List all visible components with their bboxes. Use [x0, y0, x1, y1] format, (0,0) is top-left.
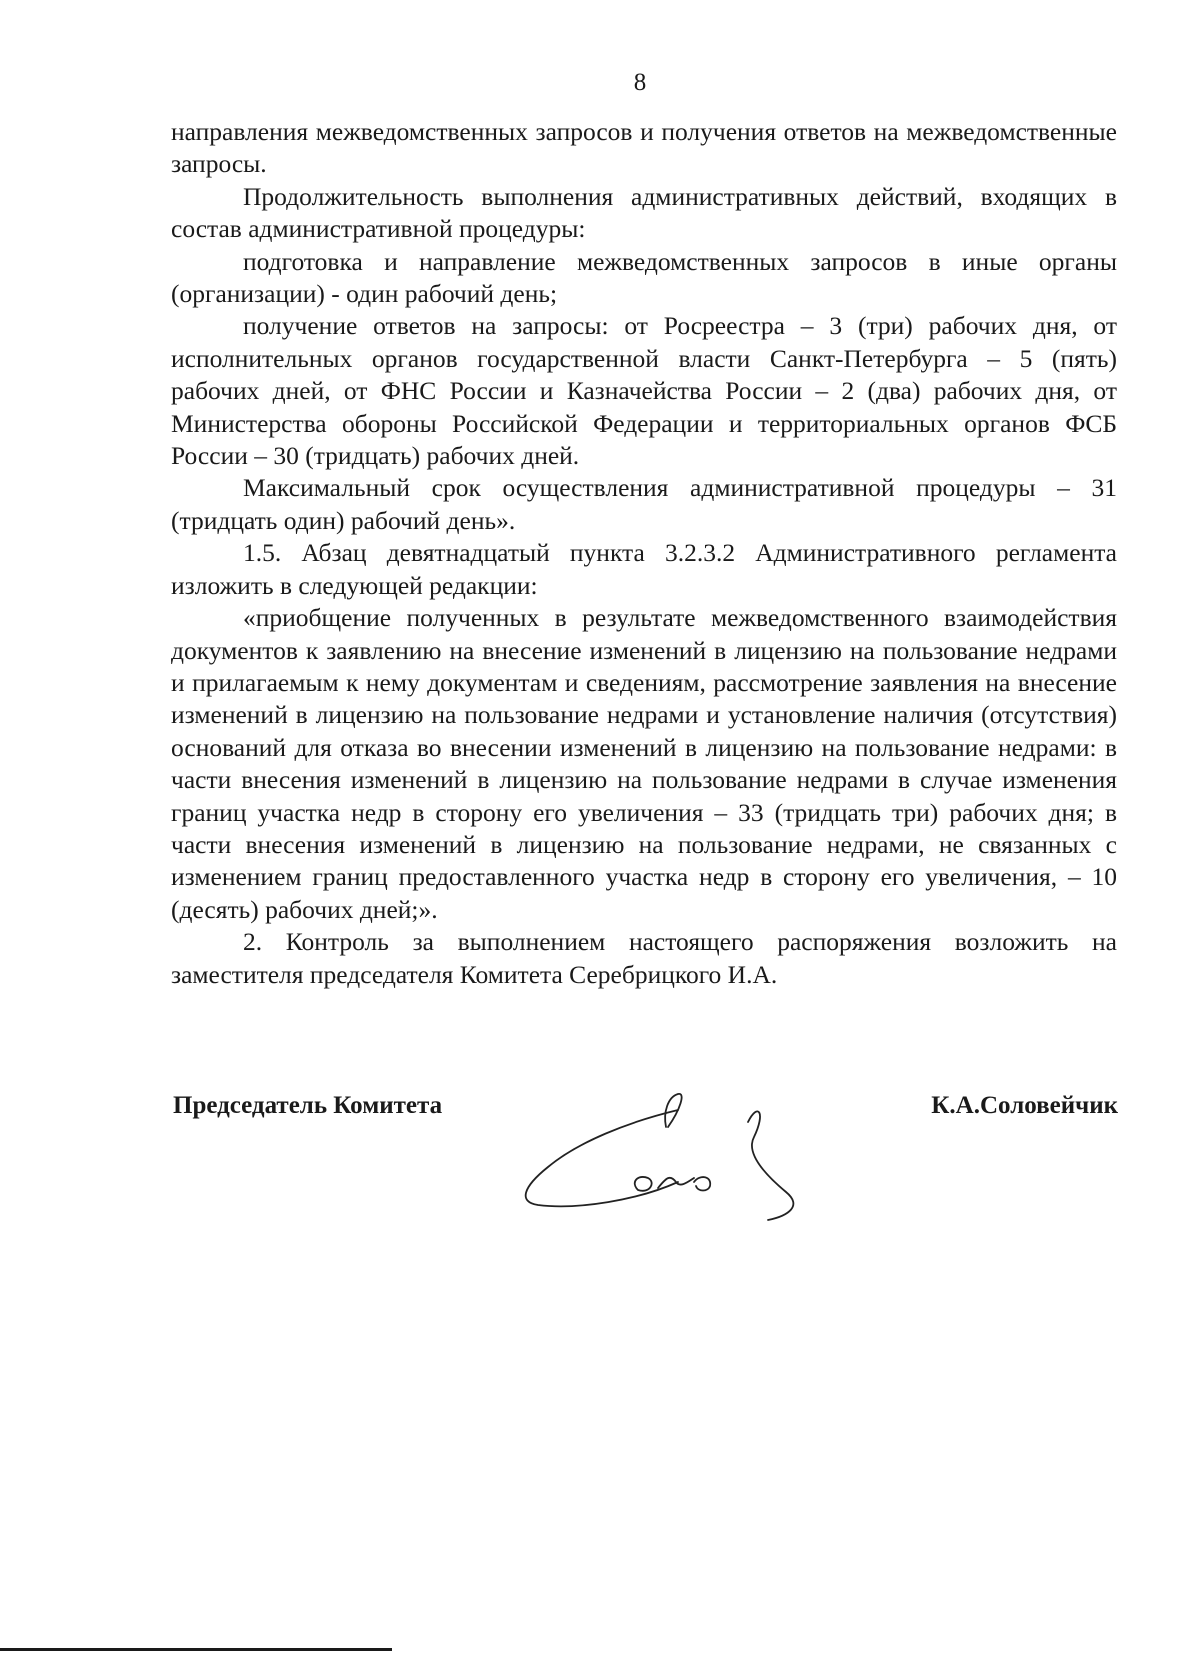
handwritten-signature	[518, 1082, 848, 1222]
page-number: 8	[633, 69, 647, 96]
document-body	[171, 116, 1117, 991]
paragraph-new-wording: «приобщение полученных в результате межведомственного взаимодействия документов к заявлению на внесение изменений в лицензию на пользование недрами и прилагаемым к нему документам и сведениям, рассмотрение заявления на внесение изменений в лицензию на пользование недрами и установление наличия (отсутствия) оснований для отказа во внесении изменений в лицензию на пользование недрами: в части внесения изменений в лицензию на пользование недрами в случае изменения границ участка недр в сторону его увеличения – 33 (тридцать три) рабочих дня; в части внесения изменений в лицензию на пользование недрами, не связанных с изменением границ предоставленного участка недр в сторону его увеличения, – 10 (десять) рабочих дней;».	[171, 603, 1117, 924]
paragraph-response-terms: получение ответов на запросы: от Росреестра – 3 (три) рабочих дня, от исполнительных органов государственной власти Санкт-Петербурга – 5 (пять) рабочих дней, от ФНС России и Казначейства России – 2 (два) рабочих дня, от Министерства обороны Российской Федерации и территориальных органов ФСБ России – 30 (тридцать) рабочих дней.	[171, 311, 1117, 471]
paragraph-request-preparation: подготовка и направление межведомственных запросов в иные органы (организации) - один рабочий день;	[171, 246, 1117, 309]
paragraph-clause-1-5: 1.5. Абзац девятнадцатый пункта 3.2.3.2 Административного регламента изложить в следующей редакции:	[171, 538, 1117, 600]
bottom-rule	[0, 1648, 392, 1651]
paragraph-duration-intro: Продолжительность выполнения административных действий, входящих в состав административной процедуры:	[171, 181, 1117, 244]
paragraph-continuation: направления межведомственных запросов и получения ответов на межведомственные запросы.	[171, 117, 1117, 179]
signatory-name: К.А.Соловейчик	[931, 1092, 1118, 1119]
signatory-role: Председатель Комитета	[173, 1092, 443, 1119]
paragraph-clause-2: 2. Контроль за выполнением настоящего распоряжения возложить на заместителя председателя Комитета Серебрицкого И.А.	[171, 927, 1117, 989]
paragraph-maximum-term: Максимальный срок осуществления административной процедуры – 31 (тридцать один) рабочий день».	[171, 473, 1117, 535]
